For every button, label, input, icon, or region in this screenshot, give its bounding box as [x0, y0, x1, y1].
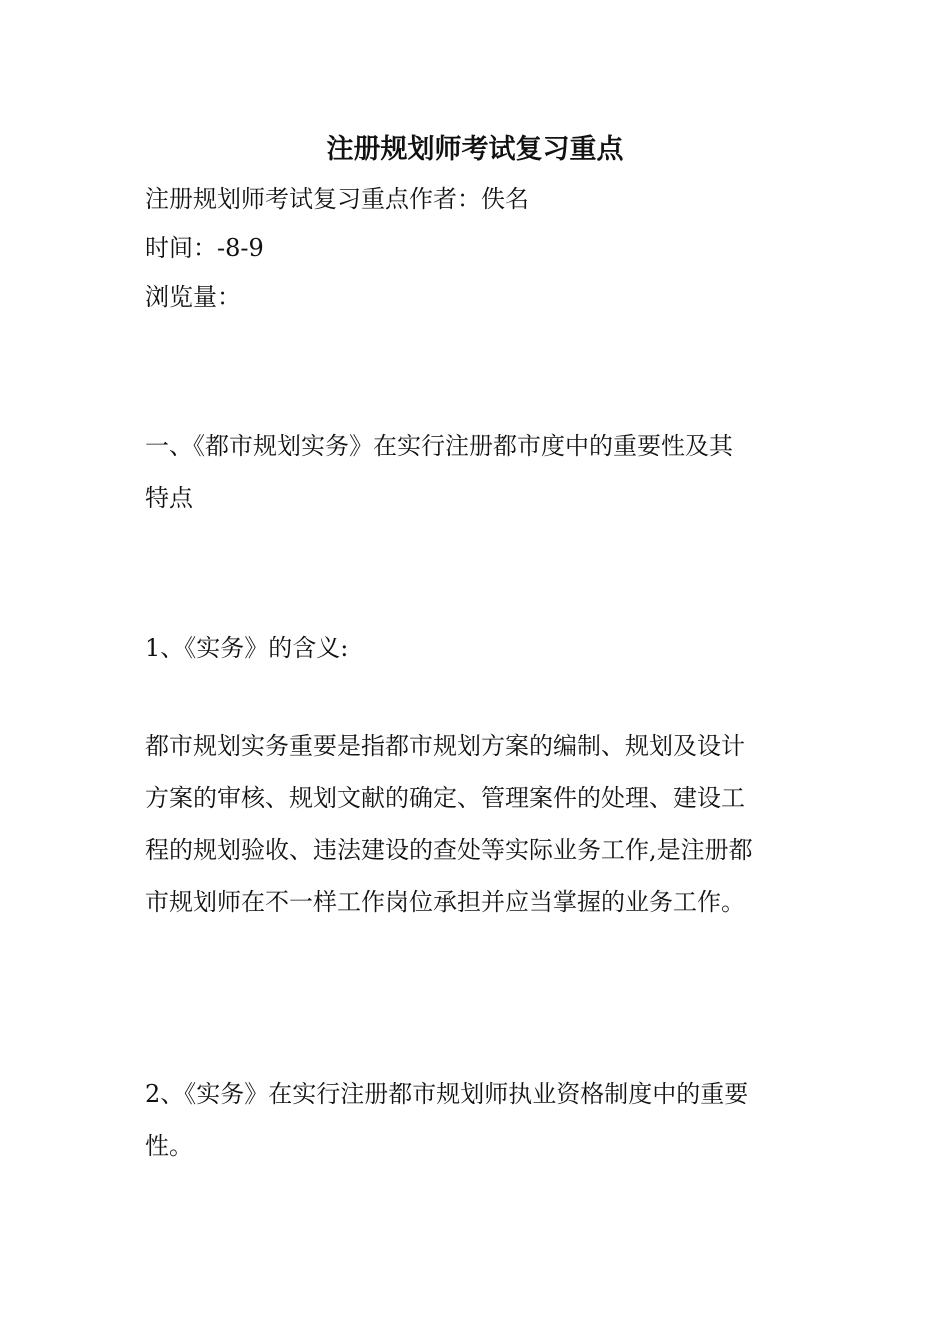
item-two-heading-line: 性。	[145, 1132, 193, 1160]
section-one-heading-line: 特点	[145, 484, 193, 512]
item-one-body-line: 市规划师在不一样工作岗位承担并应当掌握的业务工作。	[145, 888, 745, 916]
item-one-heading: 1、《实务》的含义:	[145, 634, 349, 662]
time-line: 时间：-8-9	[145, 234, 264, 262]
item-one-body-line: 程的规划验收、违法建设的查处等实际业务工作,是注册都	[145, 836, 753, 864]
section-one-heading	[145, 420, 810, 524]
author-line: 注册规划师考试复习重点作者：佚名	[145, 185, 529, 213]
item-one-body	[145, 720, 810, 928]
section-one-heading-line: 一、《都市规划实务》在实行注册都市度中的重要性及其	[145, 432, 733, 460]
item-one-body-line: 方案的审核、规划文献的确定、管理案件的处理、建设工	[145, 784, 745, 812]
item-one-body-line: 都市规划实务重要是指都市规划方案的编制、规划及设计	[145, 732, 745, 760]
item-two-heading-line: 2、《实务》在实行注册都市规划师执业资格制度中的重要	[145, 1080, 749, 1108]
document-title: 注册规划师考试复习重点	[326, 134, 624, 165]
item-two-heading	[145, 1068, 810, 1172]
views-line: 浏览量：	[145, 283, 241, 311]
